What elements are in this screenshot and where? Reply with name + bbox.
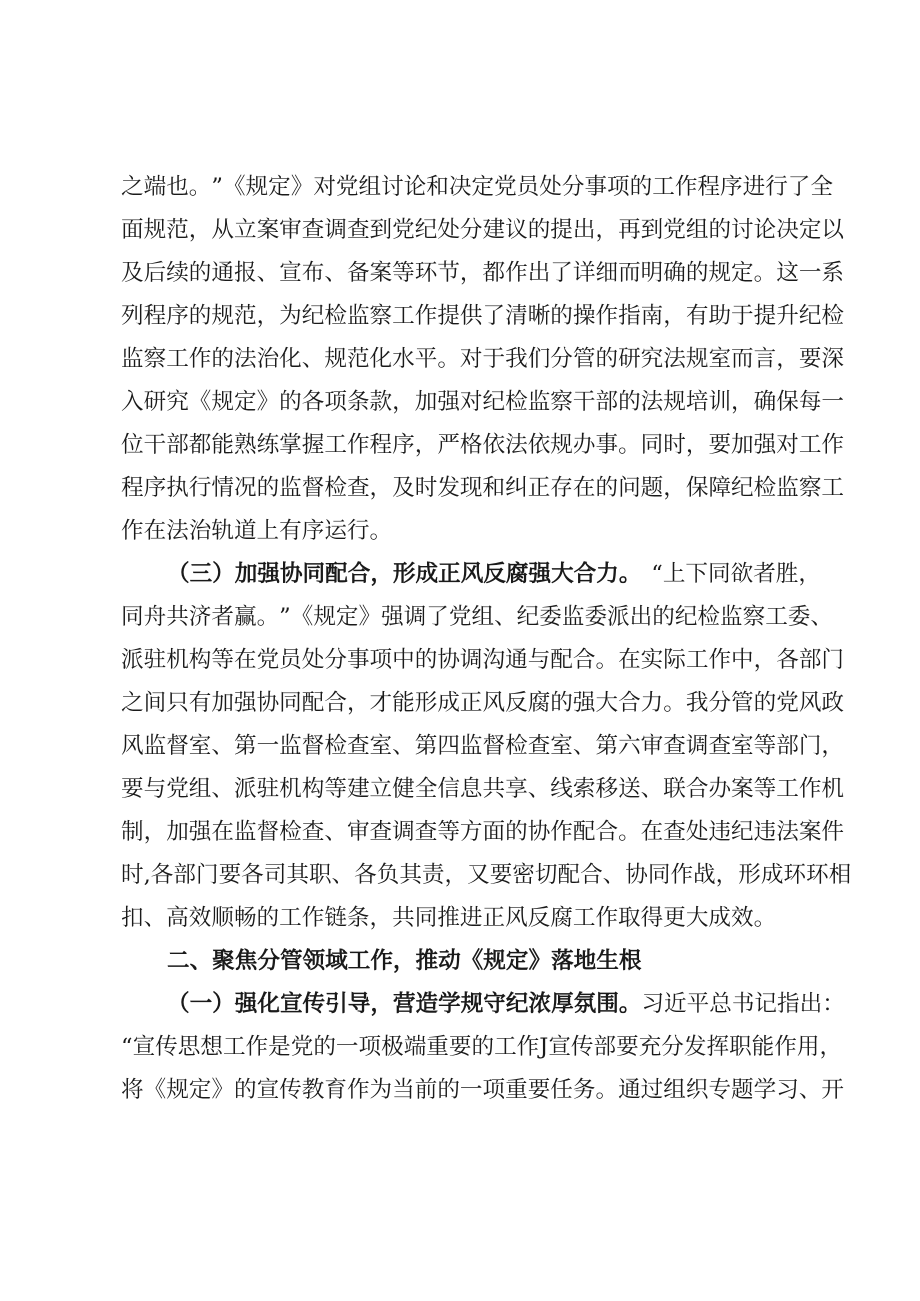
- paragraph-first-line: [167, 989, 845, 1019]
- text-line: 制 ， 加 强 在 监 督 检 查 、 审 查 调 查 等 方 面 的 协 作 配 合 。 在 查 处 违 纪 违 法 案 件: [121, 819, 844, 845]
- paragraph-first-line: [167, 559, 821, 589]
- text-line: 列 程 序 的 规 范 ， 为 纪 检 监 察 工 作 提 供 了 清 晰 的 操 作 指 南 ， 有 助 于 提 升 纪 检: [121, 303, 844, 329]
- text-run: 习近平总书记指出：: [641, 991, 845, 1017]
- text-line: 程 序 执 行 情 况 的 监 督 检 查 ， 及 时 发 现 和 纠 正 存 在 的 问 题 ， 保 障 纪 检 监 察 工: [121, 475, 844, 501]
- text-run: “上下同欲者胜，: [651, 561, 821, 587]
- section-heading: （一）强化宣传引导，营造学规守纪浓厚氛围。: [167, 991, 642, 1017]
- text-line: 时 , 各 部 门 要 各 司 其 职 、 各 负 其 责 ， 又 要 密 切 配 合 、 协 同 作 战 ， 形 成 环 环 相: [121, 862, 852, 888]
- section-heading: （三）加强协同配合，形成正风反腐强大合力。: [167, 561, 642, 587]
- text-line: 风 监 督 室 、 第 一 监 督 检 查 室 、 第 四 监 督 检 查 室 、 第 六 审 查 调 查 室 等 部 门 ，: [121, 733, 844, 759]
- text-line: 面 规 范 ， 从 立 案 审 查 调 查 到 党 纪 处 分 建 议 的 提 出 ， 再 到 党 组 的 讨 论 决 定 以: [121, 217, 844, 243]
- text-line: 监 察 工 作 的 法 治 化 、 规 范 化 水 平 。 对 于 我 们 分 管 的 研 究 法 规 室 而 言 ， 要 深: [121, 346, 844, 372]
- text-line: 及 后 续 的 通 报 、 宣 布 、 备 案 等 环 节 ， 都 作 出 了 详 细 而 明 确 的 规 定 。 这 一 系: [121, 260, 844, 286]
- chapter-heading: 二、聚焦分管领域工作，推动《规定》落地生根: [167, 948, 642, 974]
- text-line: 派 驻 机 构 等 在 党 员 处 分 事 项 中 的 协 调 沟 通 与 配 合 。 在 实 际 工 作 中 ， 各 部 门: [121, 647, 844, 673]
- text-line: “ 宣 传 思 想 工 作 是 党 的 一 项 极 端 重 要 的 工 作 J 宣 传 部 要 充 分 发 挥 职 能 作 用 ，: [121, 1034, 843, 1060]
- text-line: 扣、高效顺畅的工作链条，共同推进正风反腐工作取得更大成效。: [121, 905, 777, 931]
- text-line: 入 研 究 《 规 定 》 的 各 项 条 款 ， 加 强 对 纪 检 监 察 干 部 的 法 规 培 训 ， 确 保 每 一: [121, 389, 844, 415]
- text-line: 之 间 只 有 加 强 协 同 配 合 ， 才 能 形 成 正 风 反 腐 的 强 大 合 力 。 我 分 管 的 党 风 政: [121, 690, 844, 716]
- text-line: 将 《 规 定 》 的 宣 传 教 育 作 为 当 前 的 一 项 重 要 任 务 。 通 过 组 织 专 题 学 习 、 开: [121, 1077, 844, 1103]
- text-line: 之 端 也 。 ” 《 规 定 》 对 党 组 讨 论 和 决 定 党 员 处 分 事 项 的 工 作 程 序 进 行 了 全: [121, 174, 833, 200]
- text-line: 要 与 党 组 、 派 驻 机 构 等 建 立 健 全 信 息 共 享 、 线 索 移 送 、 联 合 办 案 等 工 作 机: [121, 776, 844, 802]
- text-line: 位 干 部 都 能 熟 练 掌 握 工 作 程 序 ， 严 格 依 法 依 规 办 事 。 同 时 ， 要 加 强 对 工 作: [121, 432, 844, 458]
- text-line: 作在法治轨道上有序运行。: [121, 518, 393, 544]
- text-line: 同 舟 共 济 者 赢 。 ” 《 规 定 》 强 调 了 党 组 、 纪 委 监 委 派 出 的 纪 检 监 察 工 委 、: [121, 604, 833, 630]
